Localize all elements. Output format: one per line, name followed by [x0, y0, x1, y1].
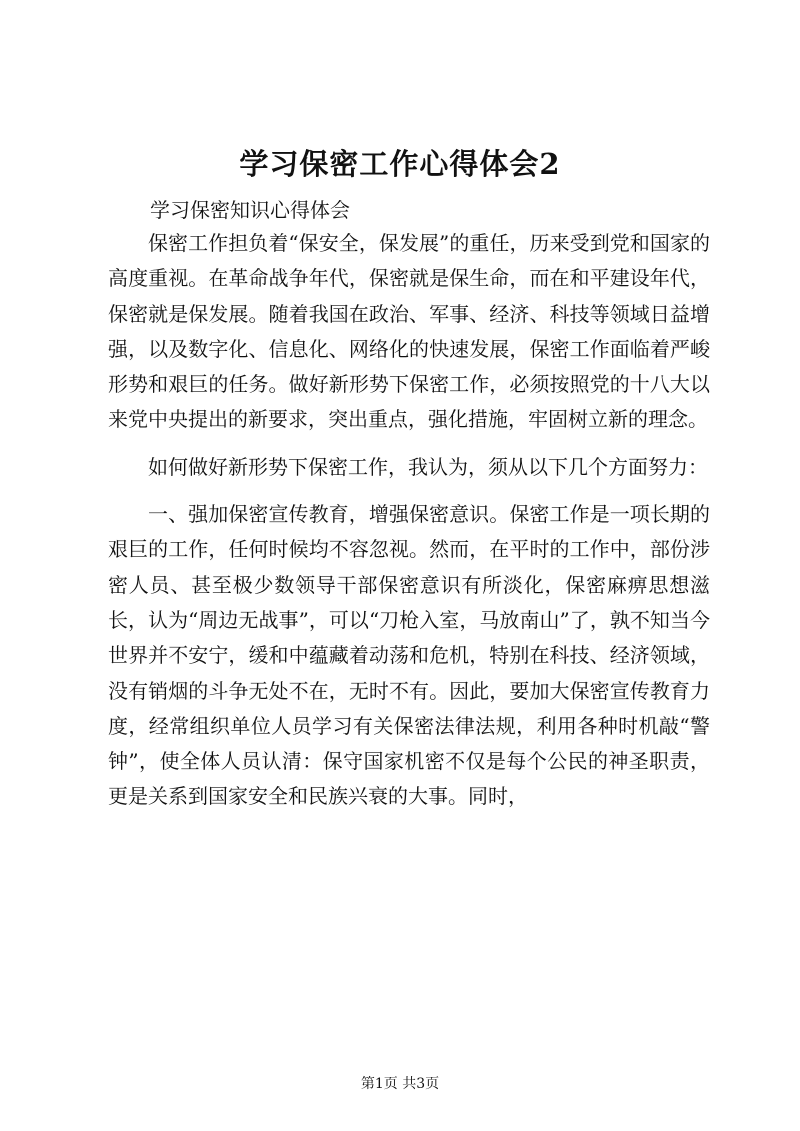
body-paragraph: 保密工作担负着“保安全，保发展”的重任，历来受到党和国家的高度重视。在革命战争年代，保密就是保生命，而在和平建设年代，保密就是保发展。随着我国在政治、军事、经济、科技等领域日益增强，以及数字化、信息化、网络化的快速发展，保密工作面临着严峻形势和艰巨的任务。做好新形势下保密工作，必须按照党的十八大以来党中央提出的新要求，突出重点，强化措施，牢固树立新的理念。 [108, 231, 710, 432]
document-title: 学习保密工作心得体会2 [239, 147, 561, 181]
body-paragraph: 一、强加保密宣传教育，增强保密意识。保密工作是一项长期的艰巨的工作，任何时候均不容忽视。然而，在平时的工作中，部份涉密人员、甚至极少数领导干部保密意识有所淡化，保密麻痹思想滋长，认为“周边无战事”，可以“刀枪入室，马放南山”了，孰不知当今世界并不安宁，缓和中蕴藏着动荡和危机，特别在科技、经济领域，没有销烟的斗争无处不在，无时不有。因此，要加大保密宣传教育力度，经常组织单位人员学习有关保密法律法规，利用各种时机敲“警钟”，使全体人员认清：保守国家机密不仅是每个公民的神圣职责，更是关系到国家安全和民族兴衰的大事。同时， [108, 502, 710, 809]
page-footer: 第1页 共3页 [360, 1076, 440, 1092]
document-subtitle: 学习保密知识心得体会 [150, 198, 350, 222]
body-paragraph: 如何做好新形势下保密工作，我认为，须从以下几个方面努力： [148, 454, 708, 479]
document-body [108, 226, 710, 815]
